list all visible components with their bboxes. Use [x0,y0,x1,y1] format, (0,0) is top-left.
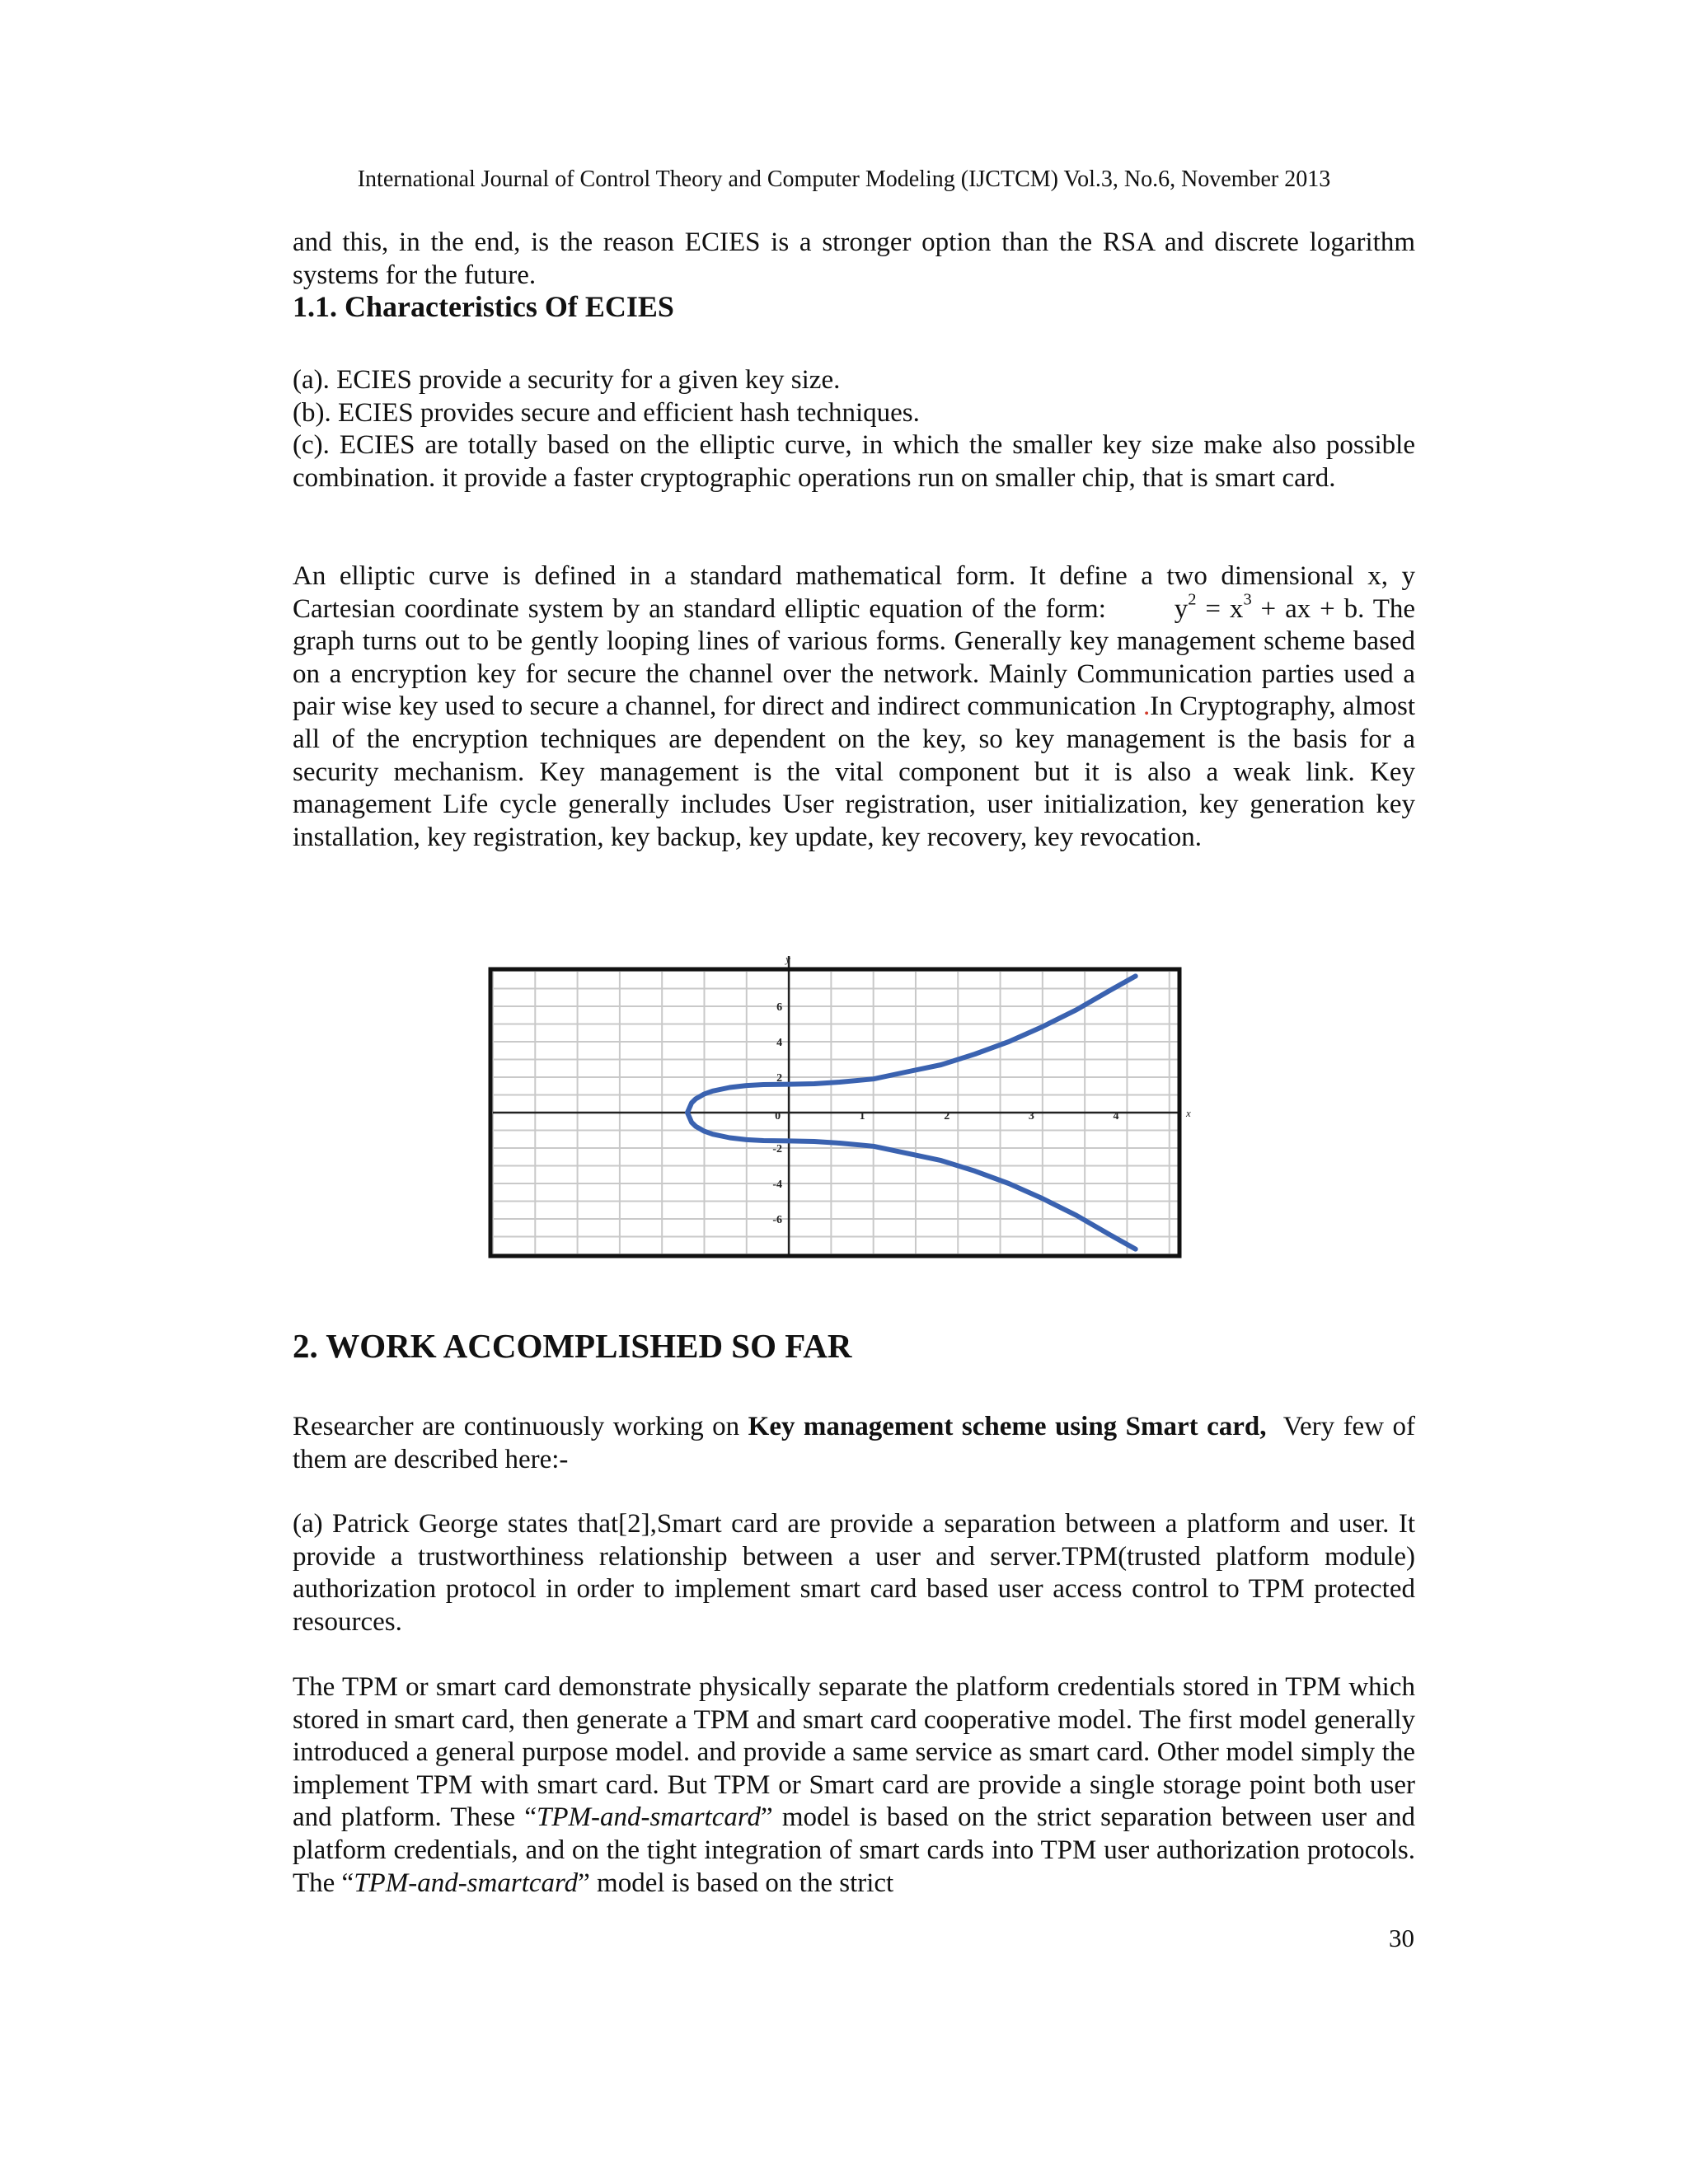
elliptic-curve-chart [488,953,1191,1269]
chart-axes [493,956,1178,1254]
x-axis-label: x [1186,1107,1191,1119]
x-tick-label: 1 [859,1110,865,1122]
journal-running-header: International Journal of Control Theory and Computer Modeling (IJCTCM) Vol.3, No.6, November 2013 [357,166,1331,192]
equation-exponent: 3 [1243,590,1252,609]
paragraph-a [293,1508,1415,1638]
italic-term: TPM-and-smartcard [354,1868,579,1898]
intro-text: and this, in the end, is the reason ECIES is a stronger option than the RSA and discrete logarithm systems for the future. [293,227,1415,290]
paragraph-a-text: (a) Patrick George states that[2],Smart card are provide a separation between a platform and user. It provide a trustworthiness relationship between a user and server.TPM(trusted platform module) authorization protocol in order to implement smart card based user access control to TPM protected resources. [293,1509,1415,1637]
paragraph-text: The graph turns out to be gently looping lines of various forms. Generally key management scheme based on a encryption key for secure the channel over the network. Mainly Communication parties used a pair wise key used to secure a channel, for direct and indirect communication [293,593,1416,722]
y-axis-label: y [785,953,790,965]
x-tick-label: 2 [944,1110,950,1122]
paragraph-text: In Cryptography, almost all of the encryption techniques are dependent on the key, so key management is the basis for a security mechanism. Key management is the vital component but it is also a weak link. Key management Life cycle generally includes User registration, user initialization, key generation key installation, key registration, key backup, key update, key recovery, key revocation. [293,691,1415,852]
list-item: (b). ECIES provides secure and efficient hash techniques. [293,397,920,428]
equation-middle: = x [1196,593,1244,624]
x-tick-label: 3 [1028,1110,1034,1122]
paragraph-text: ” model is based on the strict [578,1868,894,1898]
section-2-intro [293,1411,1423,1476]
equation-rest: + ax + b. [1251,593,1365,624]
origin-tick-label: 0 [775,1110,781,1122]
italic-term: TPM-and-smartcard [537,1802,761,1833]
y-tick-label: 2 [776,1072,783,1085]
paragraph-text: ” model is based on the strict separation between user and platform credentials, and on the tight integration of smart cards into TPM user authorization protocols. The “ [293,1802,1415,1898]
x-tick-label: 4 [1113,1110,1119,1122]
y-tick-label: -6 [772,1214,783,1226]
equation [1174,590,1365,624]
equation-y: y [1174,593,1189,624]
page-number: 30 [1389,1924,1414,1952]
paragraph-text: The TPM or smart card demonstrate physically separate the platform credentials stored in TPM which stored in smart card, then generate a TPM and smart card cooperative model. The first model generally introduced a general purpose model. and provide a same service as smart card. Other model simply the implement TPM with smart card. But TPM or Smart card are provide a single storage point both user and platform. These “ [293,1672,1415,1833]
paragraph-b-text [293,1671,1415,1900]
paragraph-b [293,1671,1415,1900]
equation-exponent: 2 [1188,590,1197,609]
elliptic-curve-text [293,560,1415,854]
list-item: (a). ECIES provide a security for a given key size. [293,365,841,395]
elliptic-curve-figure [488,953,1191,1269]
elliptic-curve-paragraph [293,560,1415,854]
y-tick-label: 4 [776,1037,783,1049]
list-item: (c). ECIES are totally based on the elliptic curve, in which the smaller key size make also possible combination. it provide a faster cryptographic operations run on smaller chip, that is smart card. [293,430,1415,493]
intro-bold: Key management scheme using Smart card, [748,1412,1267,1441]
paragraph-text: An elliptic curve is defined in a standard mathematical form. It define a two dimensional x, y Cartesian coordinate system by an standard elliptic equation of the form: [293,561,1415,624]
y-tick-label: 6 [776,1001,783,1014]
stray-dot: . [1143,691,1151,722]
chart-tick-labels [772,953,1191,1226]
intro-paragraph [293,227,1415,292]
intro-post: Very few of them are described here:- [293,1412,1423,1474]
characteristics-list [293,364,1415,494]
section-1-1-heading: 1.1. Characteristics Of ECIES [293,290,674,323]
section-2-heading: 2. WORK ACCOMPLISHED SO FAR [293,1327,852,1365]
y-tick-label: -2 [772,1143,783,1155]
intro-pre: Researcher are continuously working on [293,1412,748,1441]
section-2-intro-text [293,1411,1423,1476]
y-tick-label: -4 [772,1179,783,1191]
